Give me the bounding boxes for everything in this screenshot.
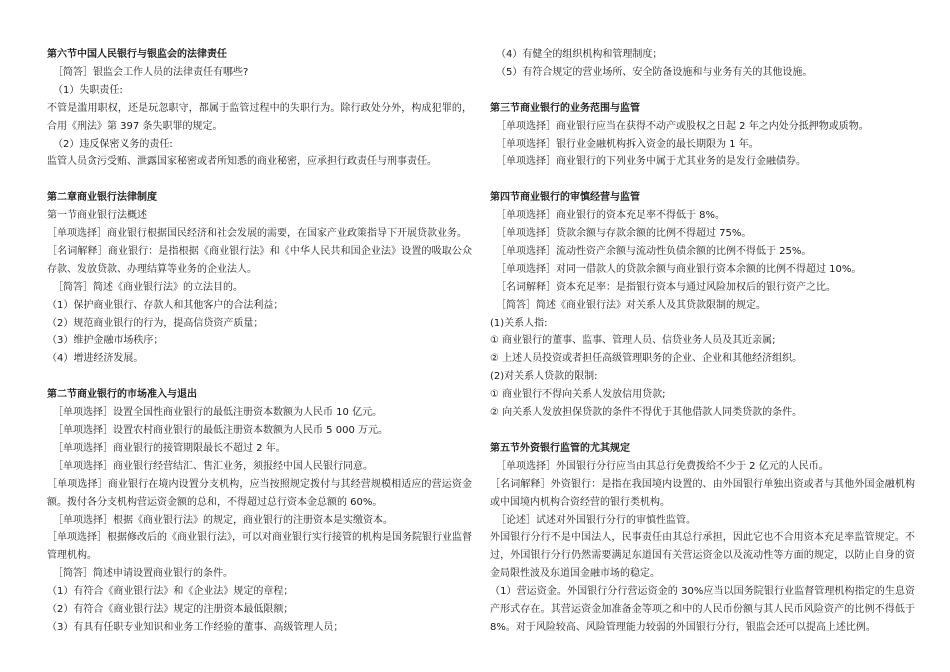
definition-paragraph: ［名词解释］商业银行：是指根据《商业银行法》和《中华人民共和国企业法》设置的吸取公众存款、发放贷款、办理结算等业务的企业法人。 [47, 245, 472, 275]
section-6-title: 第六节中国人民银行与银监会的法律责任 [47, 49, 227, 60]
answer-line: (2)对关系人贷款的限制: [490, 371, 598, 383]
question-line: ［单项选择］对同一借款人的贷款余额与商业银行资本余额的比例不得超过 10%。 [496, 263, 862, 275]
question-line: ［单项选择］银行业金融机构拆入资金的最长期限为 1 年。 [496, 138, 759, 150]
question-line: ［单项选择］贷款余额与存款余额的比例不得超过 75%。 [496, 228, 752, 240]
spacer [490, 422, 915, 440]
section-3-title: 第三节商业银行的业务范围与监管 [490, 102, 640, 114]
answer-line: （4）增进经济发展。 [47, 353, 144, 365]
answer-line: （3）维护金融市场秩序； [47, 335, 164, 347]
answer-paragraph: 监管人员贪污受贿、泄露国家秘密或者所知悉的商业秘密，应承担行政责任与刑事责任。 [47, 156, 437, 168]
question-line: ［单项选择］商业银行经营结汇、售汇业务，须报经中国人民银行同意。 [53, 460, 373, 472]
answer-line: （2）违反保密义务的责任: [53, 138, 173, 150]
answer-line: （1）失职责任: [53, 84, 123, 96]
answer-line: ② 向关系人发放担保贷款的条件不得优于其他借款人同类贷款的条件。 [490, 407, 803, 419]
question-line: ［单项选择］流动性资产余额与流动性负债余额的比例不得低于 25%。 [496, 245, 812, 257]
section-4-title: 第四节商业银行的审慎经营与监管 [490, 192, 640, 204]
question-line: ［简答］简述《商业银行法》的立法目的。 [53, 281, 243, 293]
answer-line: （4）有健全的组织机构和管理制度； [496, 49, 663, 60]
answer-line: （1）保护商业银行、存款人和其他客户的合法利益； [47, 299, 284, 311]
spacer [47, 171, 472, 189]
question-paragraph: ［单项选择］根据修改后的《商业银行法》，可以对商业银行实行接管的机构是国务院银行业监督管理机构。 [47, 532, 472, 562]
answer-line: ① 商业银行的董事、监事、管理人员、信贷业务人员及其近亲属; [490, 335, 776, 347]
question-line: ［简答］简述申请设置商业银行的条件。 [53, 568, 233, 580]
section-1-title: 第一节商业银行法概述 [47, 210, 147, 222]
spacer [490, 82, 915, 100]
answer-line: （2）规范商业银行的行为，提高信贷资产质量； [47, 317, 264, 329]
answer-paragraph: （1）营运资金。外国银行分行营运资金的 30%应当以国务院银行业监督管理机构指定的生息资产形式存在。其营运资金加准备金等项之和中的人民币份额与其人民币风险资产的比例不得低于 8%。对于风险较高、风险管理能力较弱的外国银行分行，银监会还可以提高上述比例。 [490, 586, 915, 633]
answer-line: (1)关系人指: [490, 317, 548, 329]
left-column [47, 46, 472, 637]
answer-line: （1）有符合《商业银行法》和《企业法》规定的章程； [47, 586, 294, 598]
section-2-title: 第二节商业银行的市场准入与退出 [47, 389, 197, 401]
answer-line: ② 上述人员投资或者担任高级管理职务的企业、企业和其他经济组织。 [490, 353, 803, 365]
answer-paragraph: 不管是滥用职权，还是玩忽职守，都属于监管过程中的失职行为。除行政处分外，构成犯罪的，合用《刑法》第 397 条失职罪的规定。 [47, 102, 472, 132]
question-line: ［单项选择］商业银行应当在获得不动产或股权之日起 2 年之内处分抵押物或质物。 [496, 120, 869, 132]
answer-line: （3）有具有任职专业知识和业务工作经验的董事、高级管理人员； [47, 621, 344, 633]
answer-line: ① 商业银行不得向关系人发放信用贷款; [490, 389, 666, 401]
section-5-title: 第五节外资银行监管的尤其规定 [490, 442, 630, 454]
definition-paragraph: ［名词解释］外资银行：是指在我国境内设置的、由外国银行单独出资或者与其他外国金融机构或中国境内机构合资经营的银行类机构。 [490, 478, 915, 508]
answer-paragraph: 外国银行分行不是中国法人，民事责任由其总行承担，因此它也不合用资本充足率监管规定。不过，外国银行分行仍然需要满足东道国有关营运资金以及流动性等方面的规定，以防止自身的资金局限性波及东道国金融市场的稳定。 [490, 532, 915, 580]
question-line: ［单项选择］商业银行的接管期限最长不超过 2 年。 [53, 442, 286, 454]
question-line: ［单项选择］设置农村商业银行的最低注册资本数额为人民币 5 000 万元。 [53, 425, 388, 436]
chapter-2-title: 第二章商业银行法律制度 [47, 192, 157, 204]
question-line: ［单项选择］设置全国性商业银行的最低注册资本数额为人民币 10 亿元。 [53, 407, 383, 419]
question-line: ［单项选择］商业银行的资本充足率不得低于 8%。 [496, 210, 726, 222]
answer-line: （2）有符合《商业银行法》规定的注册资本最低限额； [47, 604, 294, 616]
question-line: ［简答］简述《商业银行法》对关系人及其贷款限制的规定。 [496, 299, 766, 311]
question-line: ［单项选择］根据《商业银行法》的规定，商业银行的注册资本是实缴资本。 [53, 514, 393, 526]
spacer [47, 368, 472, 386]
definition-line: ［名词解释］资本充足率：是指银行资本与通过风险加权后的银行资产之比。 [496, 281, 836, 293]
question-line: ［简答］银监会工作人员的法律责任有哪些? [53, 66, 249, 78]
question-line: ［论述］试述对外国银行分行的审慎性监管。 [496, 514, 696, 526]
spacer [490, 171, 915, 189]
question-line: ［单项选择］商业银行的下列业务中属于尤其业务的是发行金融债券。 [496, 156, 806, 168]
question-line: ［单项选择］商业银行根据国民经济和社会发展的需要，在国家产业政策指导下开展贷款业务。 [47, 228, 467, 240]
right-column [490, 46, 915, 637]
question-paragraph: ［单项选择］商业银行在境内设置分支机构，应当按照规定拨付与其经营规模相适应的营运资金额。拨付各分支机构营运资金额的总和，不得超过总行资本金总额的 60%。 [47, 478, 472, 508]
question-line: ［单项选择］外国银行分行应当由其总行免费拨给不少于 2 亿元的人民币。 [496, 460, 829, 472]
answer-line: （5）有符合规定的营业场所、安全防备设施和与业务有关的其他设施。 [496, 66, 813, 78]
